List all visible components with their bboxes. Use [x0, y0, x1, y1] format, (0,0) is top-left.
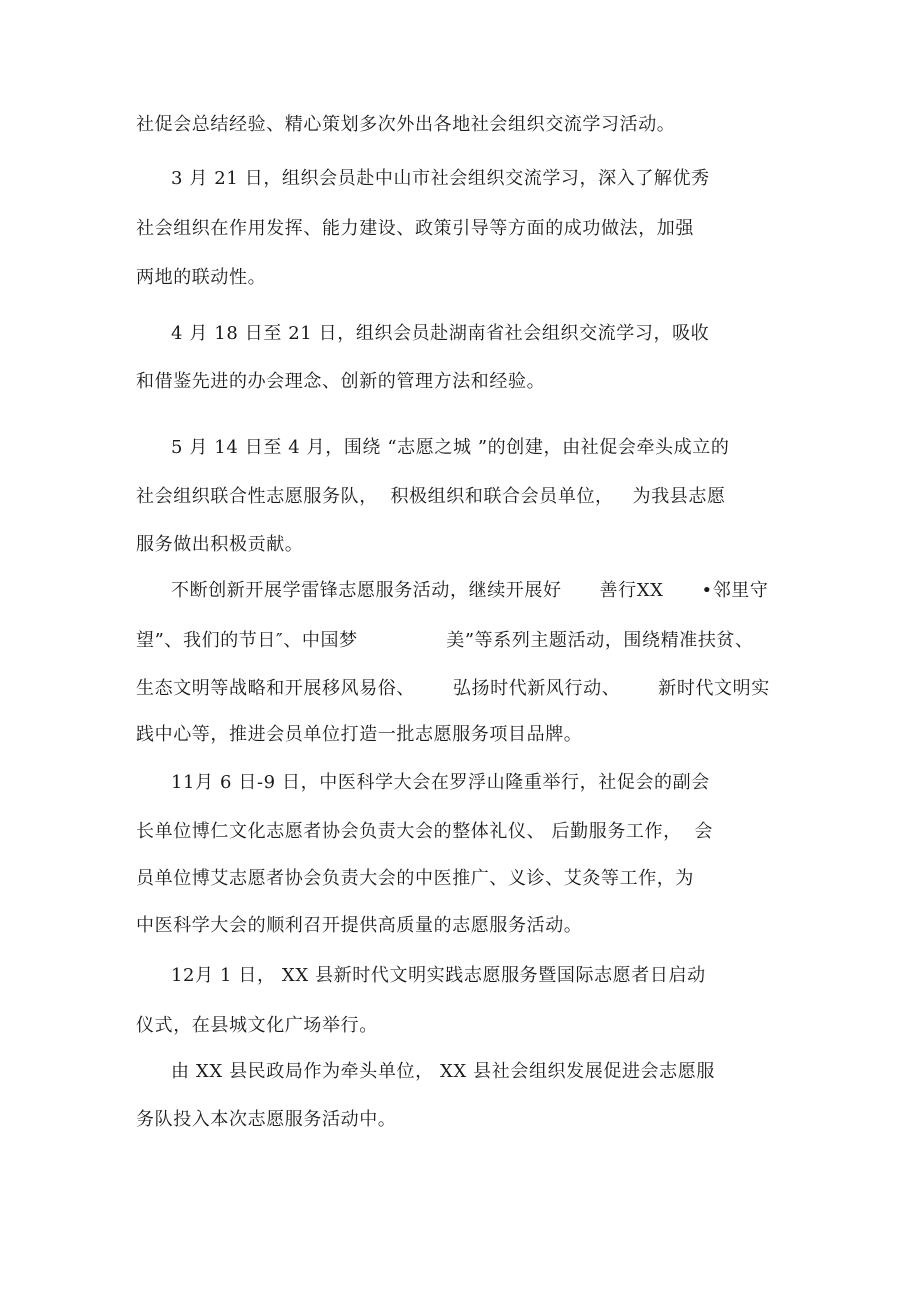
text-line: 3 月 21 日，组织会员赴中山市社会组织交流学习，深入了解优秀: [171, 168, 710, 189]
text-line: 两地的联动性。: [136, 267, 267, 288]
text-line: 务队投入本次志愿服务活动中。: [136, 1109, 397, 1130]
text-line: 和借鉴先进的办会理念、创新的管理方法和经验。: [136, 371, 546, 392]
text-line: 不断创新开展学雷锋志愿服务活动，继续开展好 善行XX •邻里守: [171, 580, 769, 601]
text-line: 生态文明等战略和开展移风易俗、 弘扬时代新风行动、 新时代文明实: [136, 678, 770, 699]
text-line: 员单位博艾志愿者协会负责大会的中医推广、义诊、艾灸等工作，为: [136, 868, 694, 889]
text-line: 12月 1 日， XX 县新时代文明实践志愿服务暨国际志愿者日启动: [171, 965, 706, 986]
text-line: 长单位博仁文化志愿者协会负责大会的整体礼仪、 后勤服务工作， 会: [136, 821, 713, 842]
text-line: 11月 6 日-9 日，中医科学大会在罗浮山隆重举行，社促会的副会: [171, 772, 710, 793]
text-line: 社促会总结经验、精心策划多次外出各地社会组织交流学习活动。: [136, 114, 676, 135]
text-line: 望”、我们的节日″、中国梦 美”等系列主题活动，围绕精准扶贫、: [136, 630, 754, 651]
text-line: 由 XX 县民政局作为牵头单位， XX 县社会组织发展促进会志愿服: [171, 1061, 715, 1082]
text-line: 5 月 14 日至 4 月，围绕 “志愿之城 ”的创建，由社促会牵头成立的: [171, 437, 730, 458]
text-line: 践中心等，推进会员单位打造一批志愿服务项目品牌。: [136, 724, 583, 745]
text-line: 社会组织联合性志愿服务队， 积极组织和联合会员单位， 为我县志愿: [136, 486, 726, 507]
text-line: 中医科学大会的顺利召开提供高质量的志愿服务活动。: [136, 915, 583, 936]
text-line: 仪式，在县城文化广场举行。: [136, 1015, 378, 1036]
text-line: 服务做出积极贡献。: [136, 534, 304, 555]
text-line: 4 月 18 日至 21 日，组织会员赴湖南省社会组织交流学习，吸收: [171, 323, 710, 344]
text-line: 社会组织在作用发挥、能力建设、政策引导等方面的成功做法，加强: [136, 218, 694, 239]
